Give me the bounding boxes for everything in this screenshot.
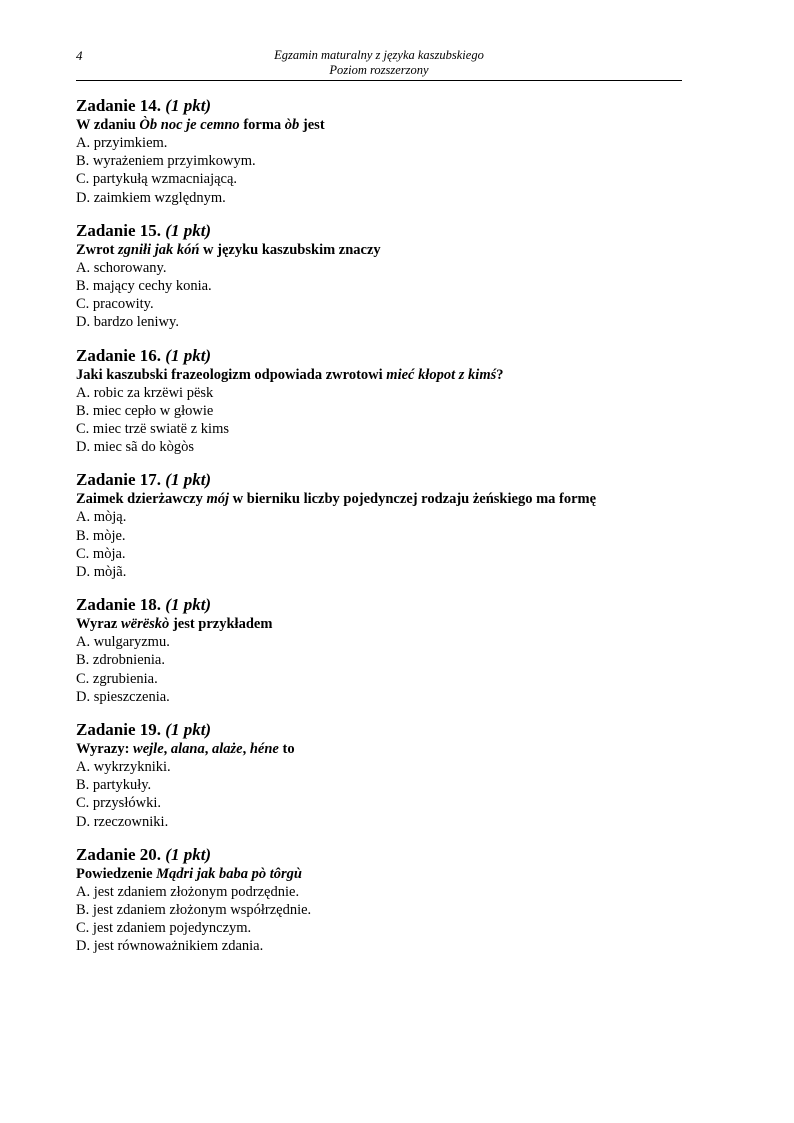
answer-option: C. miec trzë swiatë z kims bbox=[76, 421, 230, 438]
question-segment: wërëskò bbox=[120, 616, 170, 633]
question-segment: Powiedzenie bbox=[76, 865, 157, 882]
question-segment: alana bbox=[170, 741, 205, 758]
answer-option: B. mòje. bbox=[76, 527, 126, 544]
task-question bbox=[76, 740, 696, 758]
task-block bbox=[76, 595, 696, 706]
task-number: Zadanie 18. bbox=[76, 595, 162, 615]
task-question bbox=[76, 241, 696, 259]
answer-option: C. mòja. bbox=[76, 545, 126, 562]
page-header bbox=[76, 46, 682, 81]
answer-option: D. spieszczenia. bbox=[76, 688, 170, 705]
question-segment: to bbox=[278, 741, 295, 758]
question-segment: w bierniku liczby pojedynczej rodzaju żeńskiego ma formę bbox=[229, 491, 597, 508]
task-block bbox=[76, 470, 696, 581]
task-number: Zadanie 19. bbox=[76, 720, 162, 740]
task-block bbox=[76, 346, 696, 457]
answer-option: D. miec sã do kògòs bbox=[76, 439, 194, 456]
task-title bbox=[76, 595, 696, 615]
question-segment: ? bbox=[496, 366, 504, 383]
task-block bbox=[76, 720, 696, 831]
task-block bbox=[76, 221, 696, 332]
task-block bbox=[76, 96, 696, 207]
task-block bbox=[76, 845, 696, 956]
task-points: (1 pkt) bbox=[165, 345, 212, 365]
answer-option: B. mający cechy konia. bbox=[76, 278, 212, 295]
answer-option: D. jest równoważnikiem zdania. bbox=[76, 938, 264, 955]
exam-title-line1: Egzamin maturalny z języka kaszubskiego bbox=[274, 48, 484, 62]
answer-option: D. rzeczowniki. bbox=[76, 813, 169, 830]
task-points: (1 pkt) bbox=[165, 220, 212, 240]
answer-option: D. zaimkiem względnym. bbox=[76, 189, 226, 206]
answer-option: C. jest zdaniem pojedynczym. bbox=[76, 920, 252, 937]
answer-option: A. schorowany. bbox=[76, 259, 167, 276]
answer-option: C. przysłówki. bbox=[76, 795, 161, 812]
answer-option: B. partykuły. bbox=[76, 777, 152, 794]
answer-option: D. bardzo leniwy. bbox=[76, 314, 179, 331]
question-segment: Wyrazy: bbox=[76, 741, 134, 758]
answer-option: C. zgrubienia. bbox=[76, 670, 158, 687]
question-segment: Mądri jak baba pò tôrgù bbox=[156, 865, 302, 882]
task-question bbox=[76, 116, 696, 134]
question-segment: forma bbox=[239, 117, 285, 133]
task-points: (1 pkt) bbox=[165, 595, 212, 615]
task-title bbox=[76, 221, 696, 241]
page-number: 4 bbox=[76, 48, 83, 63]
task-number: Zadanie 15. bbox=[76, 220, 162, 240]
answer-option: A. wykrzykniki. bbox=[76, 759, 171, 776]
exam-title bbox=[76, 48, 682, 78]
task-question bbox=[76, 366, 696, 384]
question-segment: , bbox=[204, 741, 212, 758]
task-title bbox=[76, 96, 696, 116]
answer-option: A. mòją. bbox=[76, 509, 127, 526]
question-segment: jest bbox=[299, 117, 325, 133]
question-segment: alaże bbox=[212, 741, 243, 758]
answer-option: A. jest zdaniem złożonym podrzędnie. bbox=[76, 883, 300, 900]
task-points: (1 pkt) bbox=[165, 96, 212, 115]
task-number: Zadanie 20. bbox=[76, 844, 162, 864]
answer-option: C. partykułą wzmacniającą. bbox=[76, 171, 238, 188]
task-question bbox=[76, 490, 696, 508]
task-list bbox=[76, 96, 696, 970]
task-title bbox=[76, 470, 696, 490]
task-number: Zadanie 16. bbox=[76, 345, 162, 365]
question-segment: Jaki kaszubski frazeologizm odpowiada zwrotowi bbox=[76, 366, 387, 383]
answer-option: A. robic za krzëwi pësk bbox=[76, 384, 214, 401]
answer-option: A. wulgaryzmu. bbox=[76, 634, 170, 651]
question-segment: W zdaniu bbox=[76, 117, 140, 133]
task-question bbox=[76, 615, 696, 633]
question-segment: w języku kaszubskim znaczy bbox=[199, 241, 381, 258]
task-number: Zadanie 14. bbox=[76, 96, 162, 115]
question-segment: Zwrot bbox=[76, 241, 119, 258]
exam-level: Poziom rozszerzony bbox=[329, 63, 429, 77]
task-title bbox=[76, 845, 696, 865]
question-segment: jest przykładem bbox=[169, 616, 273, 633]
answer-option: C. pracowity. bbox=[76, 296, 154, 313]
answer-option: B. jest zdaniem złożonym współrzędnie. bbox=[76, 902, 312, 919]
question-segment: , bbox=[242, 741, 250, 758]
question-segment: òb bbox=[284, 117, 300, 133]
task-title bbox=[76, 346, 696, 366]
question-segment: wejle bbox=[133, 741, 164, 758]
question-segment: mój bbox=[206, 491, 230, 508]
task-number: Zadanie 17. bbox=[76, 470, 162, 490]
task-question bbox=[76, 865, 696, 883]
question-segment: Wyraz bbox=[76, 616, 121, 633]
question-segment: zgniłi jak kóń bbox=[118, 241, 200, 258]
answer-option: B. miec cepło w głowie bbox=[76, 402, 214, 419]
task-points: (1 pkt) bbox=[165, 720, 212, 740]
question-segment: Zaimek dzierżawczy bbox=[76, 491, 207, 508]
task-title bbox=[76, 720, 696, 740]
answer-option: B. zdrobnienia. bbox=[76, 652, 165, 669]
answer-option: D. mòjã. bbox=[76, 564, 127, 581]
question-segment: Òb noc je cemno bbox=[139, 117, 240, 133]
question-segment: mieć kłopot z kimś bbox=[386, 366, 497, 383]
task-points: (1 pkt) bbox=[165, 470, 212, 490]
question-segment: héne bbox=[249, 741, 279, 758]
task-points: (1 pkt) bbox=[165, 844, 212, 864]
question-segment: , bbox=[163, 741, 171, 758]
answer-option: A. przyimkiem. bbox=[76, 135, 168, 151]
answer-option: B. wyrażeniem przyimkowym. bbox=[76, 153, 256, 170]
